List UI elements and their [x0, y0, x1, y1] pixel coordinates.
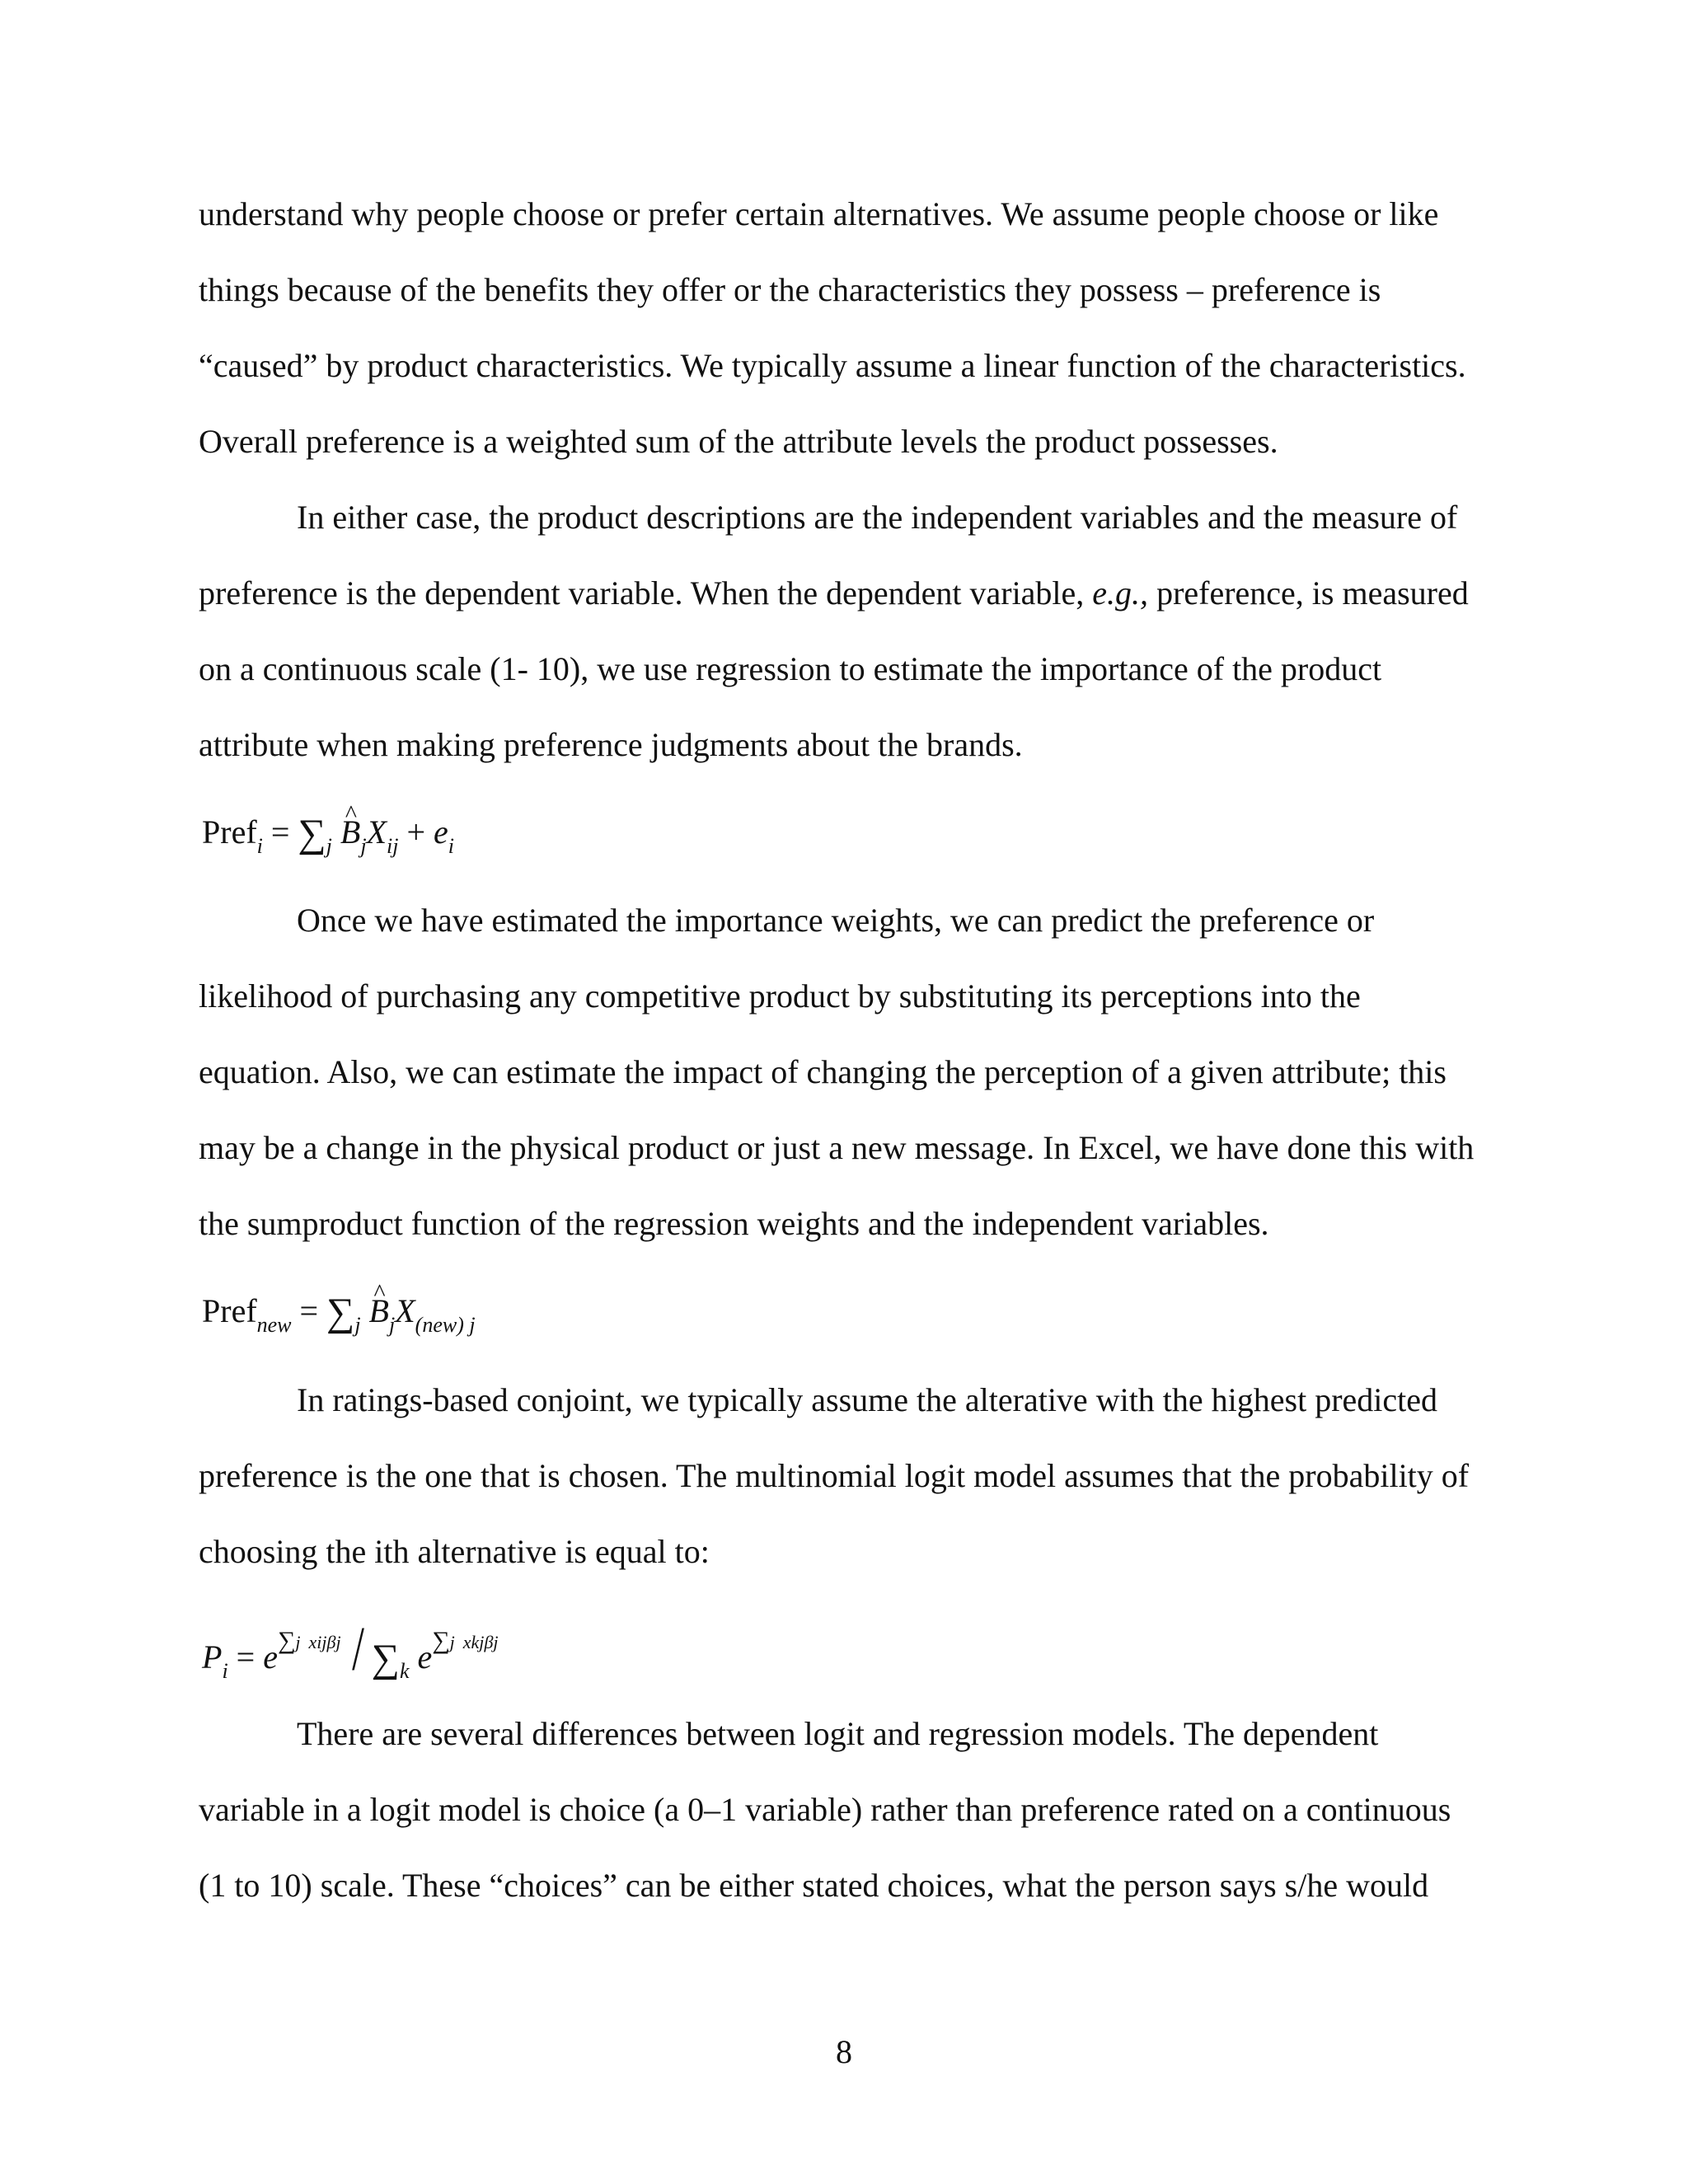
equation-regression	[202, 811, 454, 856]
eq2-coef-sub: j	[388, 1313, 396, 1337]
paragraph-2-line-4: attribute when making preference judgments about the brands.	[199, 726, 1023, 763]
paragraph-3-line-2: likelihood of purchasing any competitive product by substituting its perceptions into the	[199, 977, 1361, 1015]
paragraph-4-line-1: In ratings-based conjoint, we typically assume the alterative with the highest predicted	[297, 1381, 1438, 1418]
eq1-coef: ^ B	[340, 813, 360, 852]
eq2-sigma-sub: j	[354, 1313, 361, 1337]
eq2-lhs-sub: new	[256, 1313, 292, 1337]
eq2-var: X	[395, 1292, 415, 1329]
paragraph-2-line-2	[199, 574, 1469, 613]
paragraph-2-line-2-emphasis: e.g.,	[1092, 574, 1149, 612]
paragraph-5-line-1: There are several differences between logit and regression models. The dependent	[297, 1715, 1379, 1752]
paragraph-3-line-3: equation. Also, we can estimate the impact of changing the perception of a given attribute; this	[199, 1053, 1447, 1090]
eq3-denominator-beta: β	[484, 1632, 494, 1652]
eq3-lhs-sub: i	[222, 1659, 228, 1683]
eq1-var-sub: ij	[387, 834, 399, 858]
eq3-denominator-base: e	[417, 1638, 433, 1675]
eq1-lhs: Pref	[202, 813, 257, 851]
eq3-denominator-beta-sub: j	[493, 1632, 499, 1652]
eq3-numerator-beta-sub: j	[335, 1632, 341, 1652]
eq1-coef-sub: j	[360, 834, 367, 858]
paragraph-1-line-3: “caused” by product characteristics. We typically assume a linear function of the characteristics.	[199, 347, 1466, 384]
eq3-numerator-base: e	[263, 1638, 278, 1675]
eq3-denominator-x-sub: kj	[471, 1632, 485, 1652]
eq1-err: e	[434, 813, 448, 851]
eq3-denominator-exp-sigma: ∑	[432, 1627, 450, 1654]
paragraph-3-line-4: may be a change in the physical product or just a new message. In Excel, we have done this with	[199, 1129, 1475, 1166]
eq1-sigma-sub: j	[326, 834, 332, 858]
eq3-numerator-x-sub: ij	[316, 1632, 327, 1652]
eq3-equals: =	[236, 1638, 256, 1675]
equation-logit	[202, 1615, 499, 1684]
eq2-sigma: ∑	[326, 1291, 355, 1334]
paragraph-2-line-2-text-b: preference, is measured	[1148, 574, 1469, 612]
paragraph-4-line-2: preference is the one that is chosen. The multinomial logit model assumes that the probability of	[199, 1457, 1470, 1494]
page-number: 8	[836, 2033, 852, 2070]
eq3-numerator-x: x	[308, 1632, 317, 1652]
equation-prediction	[202, 1290, 476, 1335]
eq3-lhs: P	[202, 1638, 223, 1675]
eq3-numerator-sigma-sub: j	[295, 1632, 301, 1652]
paragraph-4-line-3: choosing the ith alternative is equal to:	[199, 1533, 710, 1570]
eq3-numerator-sigma: ∑	[278, 1627, 296, 1654]
eq1-lhs-sub: i	[256, 834, 263, 858]
paragraph-3-line-1: Once we have estimated the importance weights, we can predict the preference or	[297, 902, 1375, 939]
eq1-err-sub: i	[448, 834, 455, 858]
paragraph-2-line-1: In either case, the product descriptions are the independent variables and the measure of	[297, 499, 1458, 536]
paragraph-1-line-4: Overall preference is a weighted sum of the attribute levels the product possesses.	[199, 423, 1278, 460]
eq2-coef: ^ B	[369, 1291, 389, 1331]
eq3-denominator-sigma-sub: k	[399, 1659, 410, 1683]
paragraph-5-line-3: (1 to 10) scale. These “choices” can be either stated choices, what the person says s/he would	[199, 1867, 1429, 1904]
eq2-lhs: Pref	[202, 1292, 257, 1329]
eq3-denominator-x: x	[462, 1632, 471, 1652]
paragraph-2-line-3: on a continuous scale (1- 10), we use regression to estimate the importance of the product	[199, 650, 1382, 687]
eq3-numerator-beta: β	[326, 1632, 336, 1652]
eq1-equals: =	[270, 813, 290, 851]
eq3-fraction-slash: /	[351, 1615, 364, 1684]
eq1-sigma: ∑	[298, 812, 326, 855]
eq3-denominator-sigma: ∑	[371, 1637, 400, 1680]
eq2-var-sub: (new) j	[415, 1313, 476, 1337]
eq1-var: X	[366, 813, 387, 851]
paragraph-5-line-2: variable in a logit model is choice (a 0–1 variable) rather than preference rated on a continuous	[199, 1791, 1451, 1828]
eq2-equals: =	[299, 1292, 319, 1329]
eq1-plus: +	[406, 813, 426, 851]
paragraph-2-line-2-text-a: preference is the dependent variable. When the dependent variable,	[199, 574, 1093, 612]
eq3-denominator-exp-sigma-sub: j	[449, 1632, 455, 1652]
paragraph-1-line-1: understand why people choose or prefer certain alternatives. We assume people choose or like	[199, 195, 1439, 232]
paragraph-1-line-2: things because of the benefits they offer or the characteristics they possess – preference is	[199, 271, 1381, 308]
paragraph-3-line-5: the sumproduct function of the regression weights and the independent variables.	[199, 1205, 1269, 1242]
